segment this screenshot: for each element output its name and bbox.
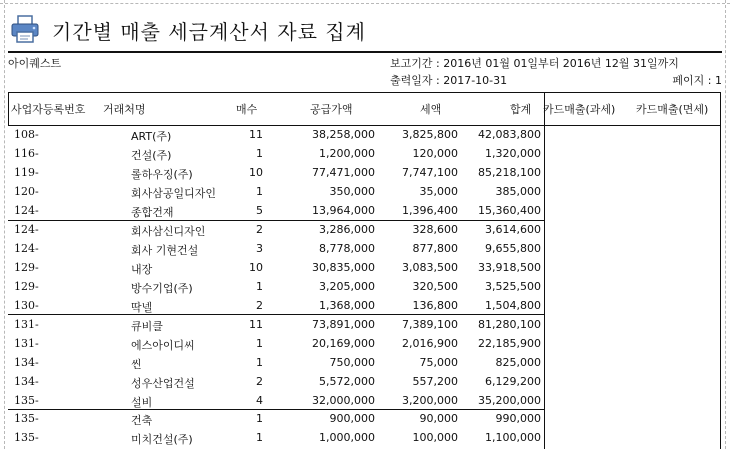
count-cell: 3: [256, 242, 263, 255]
table-row[interactable]: [0, 203, 545, 220]
biz-no-cell: 131-: [14, 337, 39, 350]
page-number: [672, 72, 722, 88]
count-cell: 1: [256, 412, 263, 425]
count-cell: 11: [249, 318, 263, 331]
period-label: 보고기간 :: [390, 57, 444, 70]
tax-cell: 7,389,100: [402, 318, 458, 331]
table-row[interactable]: [0, 184, 545, 201]
table-row[interactable]: [0, 241, 545, 258]
print-date-label: 출력일자 :: [390, 74, 444, 87]
biz-no-cell: 124-: [14, 242, 39, 255]
supply-cell: 13,964,000: [312, 204, 375, 217]
customer-name-cell: 건축: [131, 414, 153, 427]
header-card-taxed: 카드매출(과세): [543, 103, 616, 116]
supply-cell: 38,258,000: [312, 128, 375, 141]
count-cell: 1: [256, 431, 263, 444]
print-date: [390, 72, 507, 88]
tax-cell: 136,800: [412, 299, 458, 312]
biz-no-cell: 135-: [14, 394, 39, 407]
supply-cell: 750,000: [329, 356, 375, 369]
count-cell: 1: [256, 147, 263, 160]
customer-name-cell: 씬: [131, 358, 142, 371]
total-cell: 6,129,200: [485, 375, 541, 388]
table-right-border: [720, 92, 721, 449]
report-period: [390, 55, 679, 71]
customer-name-cell: 성우산업건설: [131, 377, 195, 390]
tax-cell: 328,600: [412, 223, 458, 236]
header-tax: 세액: [420, 103, 442, 116]
table-row[interactable]: [0, 165, 545, 182]
customer-name-cell: 방수기업(주): [131, 282, 193, 295]
supply-cell: 77,471,000: [312, 166, 375, 179]
header-card-exempt: 카드매출(면세): [636, 103, 709, 116]
count-cell: 1: [256, 356, 263, 369]
customer-name-cell: 회사 기현건설: [131, 244, 199, 257]
customer-name-cell: ART(주): [131, 130, 172, 143]
supply-cell: 32,000,000: [312, 394, 375, 407]
total-cell: 35,200,000: [478, 394, 541, 407]
table-row[interactable]: [0, 146, 545, 163]
page-label: 페이지 :: [672, 74, 715, 87]
print-date-value: 2017-10-31: [443, 74, 508, 87]
biz-no-cell: 131-: [14, 318, 39, 331]
tax-cell: 1,396,400: [402, 204, 458, 217]
header-name: 거래처명: [103, 103, 146, 116]
page-guide-top: [0, 3, 730, 4]
supply-cell: 5,572,000: [319, 375, 375, 388]
table-row[interactable]: [0, 374, 545, 391]
supply-cell: 8,778,000: [319, 242, 375, 255]
total-cell: 85,218,100: [478, 166, 541, 179]
tax-cell: 7,747,100: [402, 166, 458, 179]
biz-no-cell: 130-: [14, 299, 39, 312]
customer-name-cell: 설비: [131, 396, 153, 409]
total-cell: 42,083,800: [478, 128, 541, 141]
header-total: 합계: [510, 103, 532, 116]
tax-cell: 100,000: [412, 431, 458, 444]
supply-cell: 1,200,000: [319, 147, 375, 160]
biz-no-cell: 129-: [14, 261, 39, 274]
biz-no-cell: 116-: [14, 147, 39, 160]
count-cell: 2: [256, 223, 263, 236]
supply-cell: 73,891,000: [312, 318, 375, 331]
printer-icon: [10, 14, 40, 44]
total-cell: 81,280,100: [478, 318, 541, 331]
table-row[interactable]: [0, 317, 545, 334]
count-cell: 10: [249, 166, 263, 179]
supply-cell: 20,169,000: [312, 337, 375, 350]
biz-no-cell: 120-: [14, 185, 39, 198]
supply-cell: 1,000,000: [319, 431, 375, 444]
count-cell: 2: [256, 375, 263, 388]
customer-name-cell: 건설(주): [131, 149, 172, 162]
tax-cell: 75,000: [419, 356, 458, 369]
tax-cell: 3,200,000: [402, 394, 458, 407]
table-row[interactable]: [0, 430, 545, 447]
customer-name-cell: 종합건재: [131, 206, 174, 219]
customer-name-cell: 미치건설(주): [131, 433, 193, 446]
tax-cell: 320,500: [412, 280, 458, 293]
total-cell: 9,655,800: [485, 242, 541, 255]
table-row[interactable]: [0, 393, 545, 410]
biz-no-cell: 119-: [14, 166, 39, 179]
customer-name-cell: 에스아이디씨: [131, 339, 195, 352]
supply-cell: 30,835,000: [312, 261, 375, 274]
table-row[interactable]: [0, 355, 545, 372]
tax-cell: 2,016,900: [402, 337, 458, 350]
total-cell: 825,000: [495, 356, 541, 369]
supply-cell: 1,368,000: [319, 299, 375, 312]
page-guide-right: [725, 0, 726, 449]
customer-name-cell: 내장: [131, 263, 153, 276]
report-title: 기간별 매출 세금계산서 자료 집계: [52, 20, 366, 44]
customer-name-cell: 회사삼공일디자인: [131, 187, 217, 200]
total-cell: 22,185,900: [478, 337, 541, 350]
biz-no-cell: 124-: [14, 223, 39, 236]
customer-name-cell: 큐비클: [131, 320, 163, 333]
count-cell: 10: [249, 261, 263, 274]
count-cell: 1: [256, 280, 263, 293]
tax-cell: 35,000: [419, 185, 458, 198]
header-count: 매수: [236, 103, 258, 116]
total-cell: 990,000: [495, 412, 541, 425]
total-cell: 1,504,800: [485, 299, 541, 312]
title-rule: [8, 51, 722, 53]
count-cell: 1: [256, 185, 263, 198]
tax-cell: 877,800: [412, 242, 458, 255]
count-cell: 11: [249, 128, 263, 141]
biz-no-cell: 129-: [14, 280, 39, 293]
group-separator: [8, 220, 545, 221]
supply-cell: 350,000: [329, 185, 375, 198]
count-cell: 4: [256, 394, 263, 407]
total-cell: 3,525,500: [485, 280, 541, 293]
customer-name-cell: 롤하우징(주): [131, 168, 193, 181]
total-cell: 15,360,400: [478, 204, 541, 217]
biz-no-cell: 134-: [14, 356, 39, 369]
header-supply: 공급가액: [310, 103, 353, 116]
supply-cell: 3,205,000: [319, 280, 375, 293]
total-cell: 33,918,500: [478, 261, 541, 274]
biz-no-cell: 135-: [14, 412, 39, 425]
table-row[interactable]: [0, 336, 545, 353]
customer-name-cell: 회사삼신디자인: [131, 225, 206, 238]
table-row[interactable]: [0, 279, 545, 296]
count-cell: 5: [256, 204, 263, 217]
supply-cell: 900,000: [329, 412, 375, 425]
count-cell: 2: [256, 299, 263, 312]
table-row[interactable]: [0, 260, 545, 277]
tax-cell: 3,083,500: [402, 261, 458, 274]
total-cell: 3,614,600: [485, 223, 541, 236]
tax-cell: 557,200: [412, 375, 458, 388]
count-cell: 1: [256, 337, 263, 350]
biz-no-cell: 135-: [14, 431, 39, 444]
period-value: 2016년 01월 01일부터 2016년 12월 31일까지: [443, 57, 679, 70]
tax-cell: 120,000: [412, 147, 458, 160]
table-row[interactable]: [0, 127, 545, 144]
tax-cell: 90,000: [419, 412, 458, 425]
biz-no-cell: 124-: [14, 204, 39, 217]
supply-cell: 3,286,000: [319, 223, 375, 236]
company-name: 아이퀘스트: [8, 57, 62, 70]
table-row[interactable]: [0, 222, 545, 239]
tax-cell: 3,825,800: [402, 128, 458, 141]
total-cell: 1,100,000: [485, 431, 541, 444]
page-value: 1: [715, 74, 722, 87]
biz-no-cell: 108-: [14, 128, 39, 141]
header-biz-no: 사업자등록번호: [11, 103, 86, 116]
total-cell: 385,000: [495, 185, 541, 198]
customer-name-cell: 딱넬: [131, 301, 153, 314]
table-row[interactable]: [0, 411, 545, 428]
table-row[interactable]: [0, 298, 545, 315]
biz-no-cell: 134-: [14, 375, 39, 388]
total-cell: 1,320,000: [485, 147, 541, 160]
